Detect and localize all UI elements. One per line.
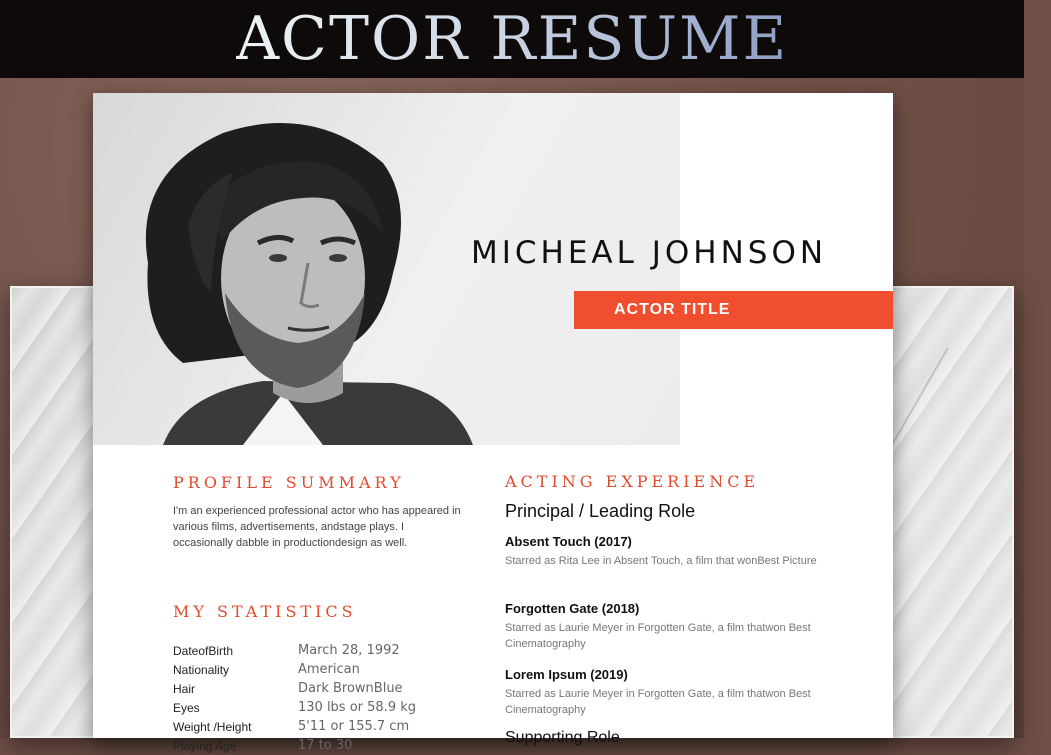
stat-label: Eyes — [173, 700, 200, 715]
supporting-role-heading: Supporting Role — [505, 729, 620, 746]
top-banner — [0, 0, 1024, 78]
stat-row — [173, 698, 513, 717]
stat-value: 5'11 or 155.7 cm — [298, 719, 410, 734]
stat-label: Playing Age — [173, 738, 237, 753]
experience-item — [505, 533, 825, 569]
experience-title: Lorem Ipsum (2019) — [505, 667, 628, 682]
stat-label: Weight /Height — [173, 719, 252, 734]
experience-description: Starred as Rita Lee in Absent Touch, a film that wonBest Picture — [505, 555, 817, 567]
experience-title: Forgotten Gate (2018) — [505, 601, 640, 616]
acting-experience-heading: ACTING EXPERIENCE — [505, 472, 760, 491]
actor-title-bar — [574, 291, 893, 329]
actor-title: ACTOR TITLE — [614, 301, 731, 318]
stat-label: Nationality — [173, 662, 230, 677]
stat-row — [173, 679, 513, 698]
stat-label: Hair — [173, 681, 196, 696]
stat-row — [173, 736, 513, 755]
experience-item — [505, 600, 825, 652]
resume-page — [93, 93, 893, 753]
experience-description: Starred as Laurie Meyer in Forgotten Gate, a film thatwon Best Cinematography — [505, 688, 811, 716]
stat-value: Dark BrownBlue — [298, 681, 403, 696]
statistics-list — [173, 641, 513, 755]
stat-row — [173, 717, 513, 736]
profile-summary-heading: PROFILE SUMMARY — [173, 473, 405, 492]
experience-item — [505, 666, 825, 718]
role-type-heading: Principal / Leading Role — [505, 501, 696, 521]
stat-row — [173, 660, 513, 679]
stat-value: 17 to 30 — [298, 738, 353, 753]
statistics-heading: MY STATISTICS — [173, 602, 357, 621]
stat-label: DateofBirth — [173, 643, 234, 658]
stat-value: March 28, 1992 — [298, 643, 400, 658]
banner-title: ACTOR RESUME — [235, 4, 789, 74]
experience-description: Starred as Laurie Meyer in Forgotten Gate, a film thatwon Best Cinematography — [505, 622, 811, 650]
stat-value: 130 lbs or 58.9 kg — [298, 700, 417, 715]
experience-title: Absent Touch (2017) — [505, 534, 632, 549]
stat-row — [173, 641, 513, 660]
actor-name: MICHEAL JOHNSON — [471, 235, 828, 271]
profile-summary-text: I'm an experienced professional actor who has appeared in various films, advertisements, andstage plays. I occasionally dabble in productiondesign as well. — [173, 505, 461, 549]
stat-value: American — [298, 662, 360, 677]
